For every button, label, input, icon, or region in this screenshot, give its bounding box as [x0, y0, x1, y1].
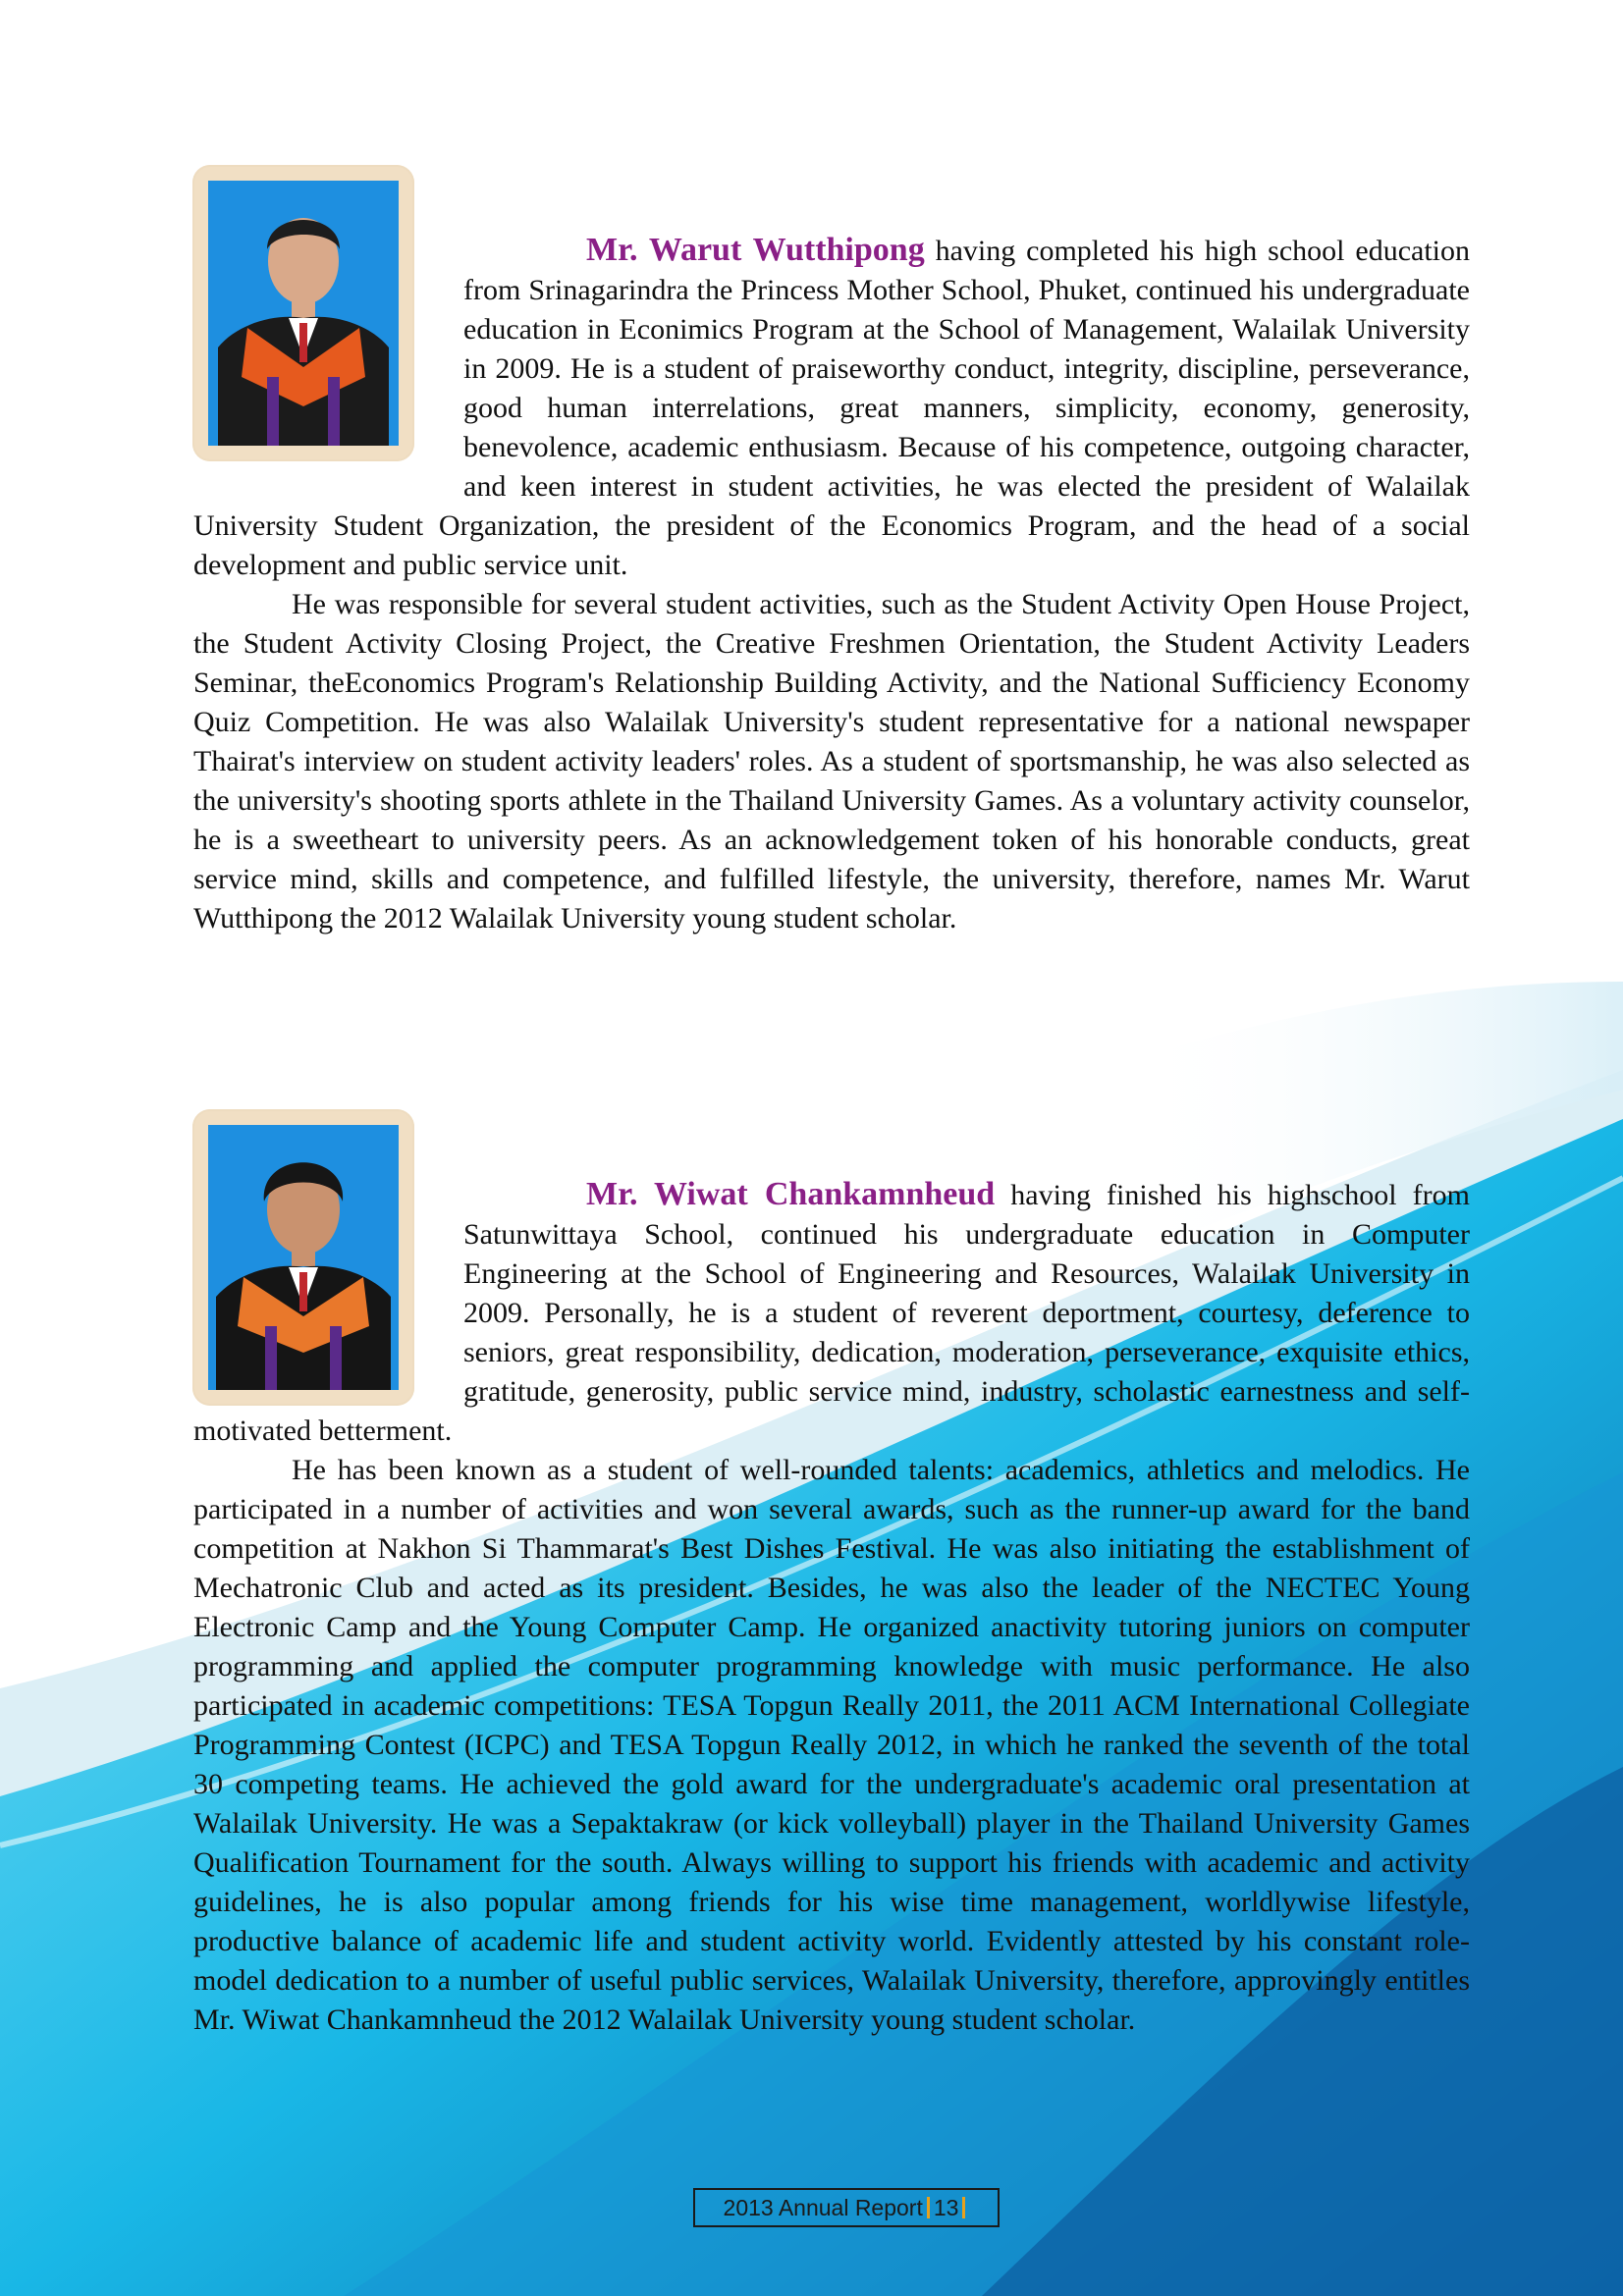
profile-intro-text: having completed his high school education from Srinagarindra the Princess Mother School, Phuket, continued his undergraduate education in Econimics Program at the School of Management, Walailak University in 2009. He is a student of praiseworthy conduct, integrity, discipline, perseverance, good human interrelations, great manners, simplicity, economy, generosity, benevolence, academic enthusiasm. Because of his competence, outgoing character, and keen interest in student activities, he was elected the president of Walailak University Student Organization, the president of the Economics Program, and the head of a social development and public service unit. [193, 235, 1470, 581]
profile-section-2 [193, 1175, 1470, 2040]
page-number-bar [927, 2197, 930, 2218]
photo-wrap-spacer [193, 1110, 463, 1380]
page-number-bar [962, 2197, 965, 2218]
page-number: 13 [933, 2194, 959, 2220]
profile-section-1 [193, 231, 1470, 938]
page-footer [693, 2188, 1000, 2227]
photo-wrap-spacer [193, 166, 463, 470]
profile-intro-text: having finished his highschool from Satunwittaya School, continued his undergraduate education in Computer Engineering at the School of Engineering and Resources, Walailak University in 2009. Personally, he is a student of reverent deportment, courtesy, deference to seniors, great responsibility, dedication, moderation, perseverance, exquisite ethics, gratitude, generosity, public service mind, industry, scholastic earnestness and self-motivated betterment. [193, 1179, 1470, 1447]
profile-name: Mr. Wiwat Chankamnheud [586, 1176, 996, 1212]
profile-body: He was responsible for several student activities, such as the Student Activity Open House Project, the Student Activity Closing Project, the Creative Freshmen Orientation, the Student Activity Leaders Seminar, theEconomics Program's Relationship Building Activity, and the National Sufficiency Economy Quiz Competition. He was also Walailak University's student representative for a national newspaper Thairat's interview on student activity leaders' roles. As a student of sportsmanship, he was also selected as the university's shooting sports athlete in the Thailand University Games. As a voluntary activity counselor, he is a sweetheart to university peers. As an acknowledgement token of his honorable conducts, great service mind, skills and competence, and fulfilled lifestyle, the university, therefore, names Mr. Warut Wutthipong the 2012 Walailak University young student scholar. [193, 588, 1470, 934]
report-label: 2013 Annual Report [723, 2194, 923, 2220]
profile-name: Mr. Warut Wutthipong [586, 232, 925, 268]
profile-body: He has been known as a student of well-rounded talents: academics, athletics and melodics. He participated in a number of activities and won several awards, such as the runner-up award for the band competition at Nakhon Si Thammarat's Best Dishes Festival. He was also initiating the establishment of Mechatronic Club and acted as its president. Besides, he was also the leader of the NECTEC Young Electronic Camp and the Young Computer Camp. He organized anactivity tutoring juniors on computer programming and applied the computer programming knowledge with music performance. He also participated in academic competitions: TESA Topgun Really 2011, the 2011 ACM International Collegiate Programming Contest (ICPC) and TESA Topgun Really 2012, in which he ranked the seventh of the total 30 competing teams. He achieved the gold award for the undergraduate's academic oral presentation at Walailak University. He was a Sepaktakraw (or kick volleyball) player in the Thailand University Games Qualification Tournament for the south. Always willing to support his friends with academic and activity guidelines, he is also popular among friends for his wise time management, worldlywise lifestyle, productive balance of academic life and student activity world. Evidently attested by his constant role-model dedication to a number of useful public services, Walailak University, therefore, approvingly entitles Mr. Wiwat Chankamnheud the 2012 Walailak University young student scholar. [193, 1454, 1470, 2036]
